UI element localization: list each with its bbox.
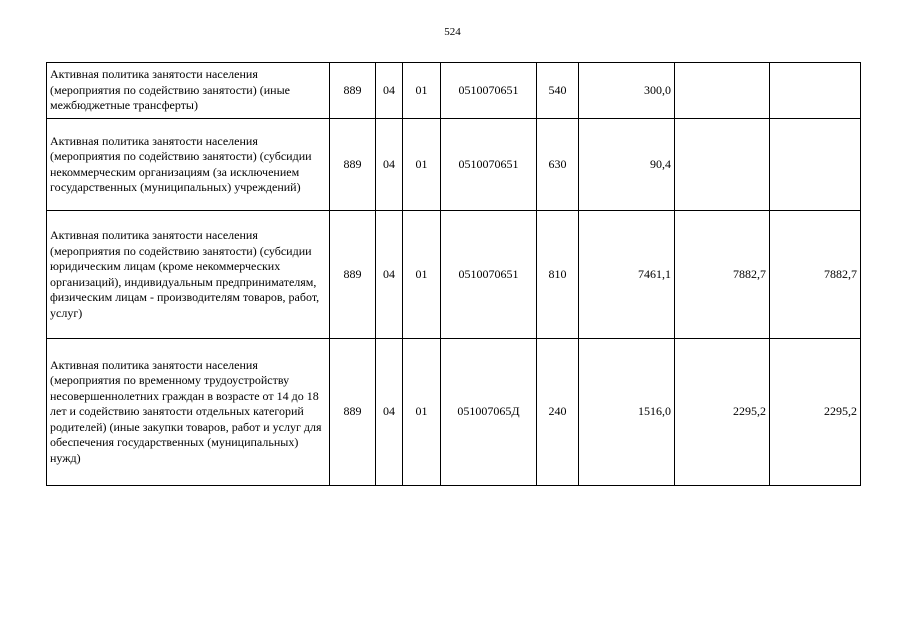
- expense-name-cell: Активная политика занятости населения (мероприятия по содействию занятости) (субсидии некоммерческим организациям (за исключением государственных (муниципальных) учреждений): [47, 119, 330, 211]
- expense-name-cell: Активная политика занятости населения (мероприятия по временному трудоустройству несовершеннолетних граждан в возрасте от 14 до 18 лет и содействию занятости отдельных категорий родителей) (иные закупки товаров, работ и услуг для обеспечения государственных (муниципальных) нужд): [47, 339, 330, 486]
- expense-type-cell: 240: [537, 339, 579, 486]
- amount-year-3-cell: [770, 119, 861, 211]
- amount-year-3-cell: [770, 63, 861, 119]
- subsection-code-cell: 01: [403, 63, 441, 119]
- amount-year-2-cell: 2295,2: [675, 339, 770, 486]
- amount-year-2-cell: 7882,7: [675, 211, 770, 339]
- page-number: 524: [444, 26, 461, 38]
- expense-name-cell: Активная политика занятости населения (мероприятия по содействию занятости) (субсидии юридическим лицам (кроме некоммерческих организаций), индивидуальным предпринимателям, физическим лицам - производителям товаров, работ, услуг): [47, 211, 330, 339]
- amount-year-2-cell: [675, 63, 770, 119]
- table-row: [47, 339, 861, 486]
- ministry-code-cell: 889: [330, 119, 376, 211]
- amount-year-1-cell: 7461,1: [579, 211, 675, 339]
- section-code-cell: 04: [376, 339, 403, 486]
- amount-year-3-cell: 2295,2: [770, 339, 861, 486]
- amount-year-1-cell: 90,4: [579, 119, 675, 211]
- expense-type-cell: 630: [537, 119, 579, 211]
- expense-type-cell: 810: [537, 211, 579, 339]
- subsection-code-cell: 01: [403, 211, 441, 339]
- table-row: [47, 119, 861, 211]
- expense-type-cell: 540: [537, 63, 579, 119]
- expense-name-cell: Активная политика занятости населения (мероприятия по содействию занятости) (иные межбюджетные трансферты): [47, 63, 330, 119]
- budget-table: [46, 62, 861, 486]
- subsection-code-cell: 01: [403, 119, 441, 211]
- section-code-cell: 04: [376, 119, 403, 211]
- amount-year-3-cell: 7882,7: [770, 211, 861, 339]
- ministry-code-cell: 889: [330, 339, 376, 486]
- ministry-code-cell: 889: [330, 63, 376, 119]
- ministry-code-cell: 889: [330, 211, 376, 339]
- target-article-cell: 0510070651: [441, 211, 537, 339]
- amount-year-1-cell: 300,0: [579, 63, 675, 119]
- subsection-code-cell: 01: [403, 339, 441, 486]
- target-article-cell: 0510070651: [441, 63, 537, 119]
- table-row: [47, 63, 861, 119]
- table-row: [47, 211, 861, 339]
- section-code-cell: 04: [376, 211, 403, 339]
- target-article-cell: 051007065Д: [441, 339, 537, 486]
- amount-year-1-cell: 1516,0: [579, 339, 675, 486]
- target-article-cell: 0510070651: [441, 119, 537, 211]
- section-code-cell: 04: [376, 63, 403, 119]
- amount-year-2-cell: [675, 119, 770, 211]
